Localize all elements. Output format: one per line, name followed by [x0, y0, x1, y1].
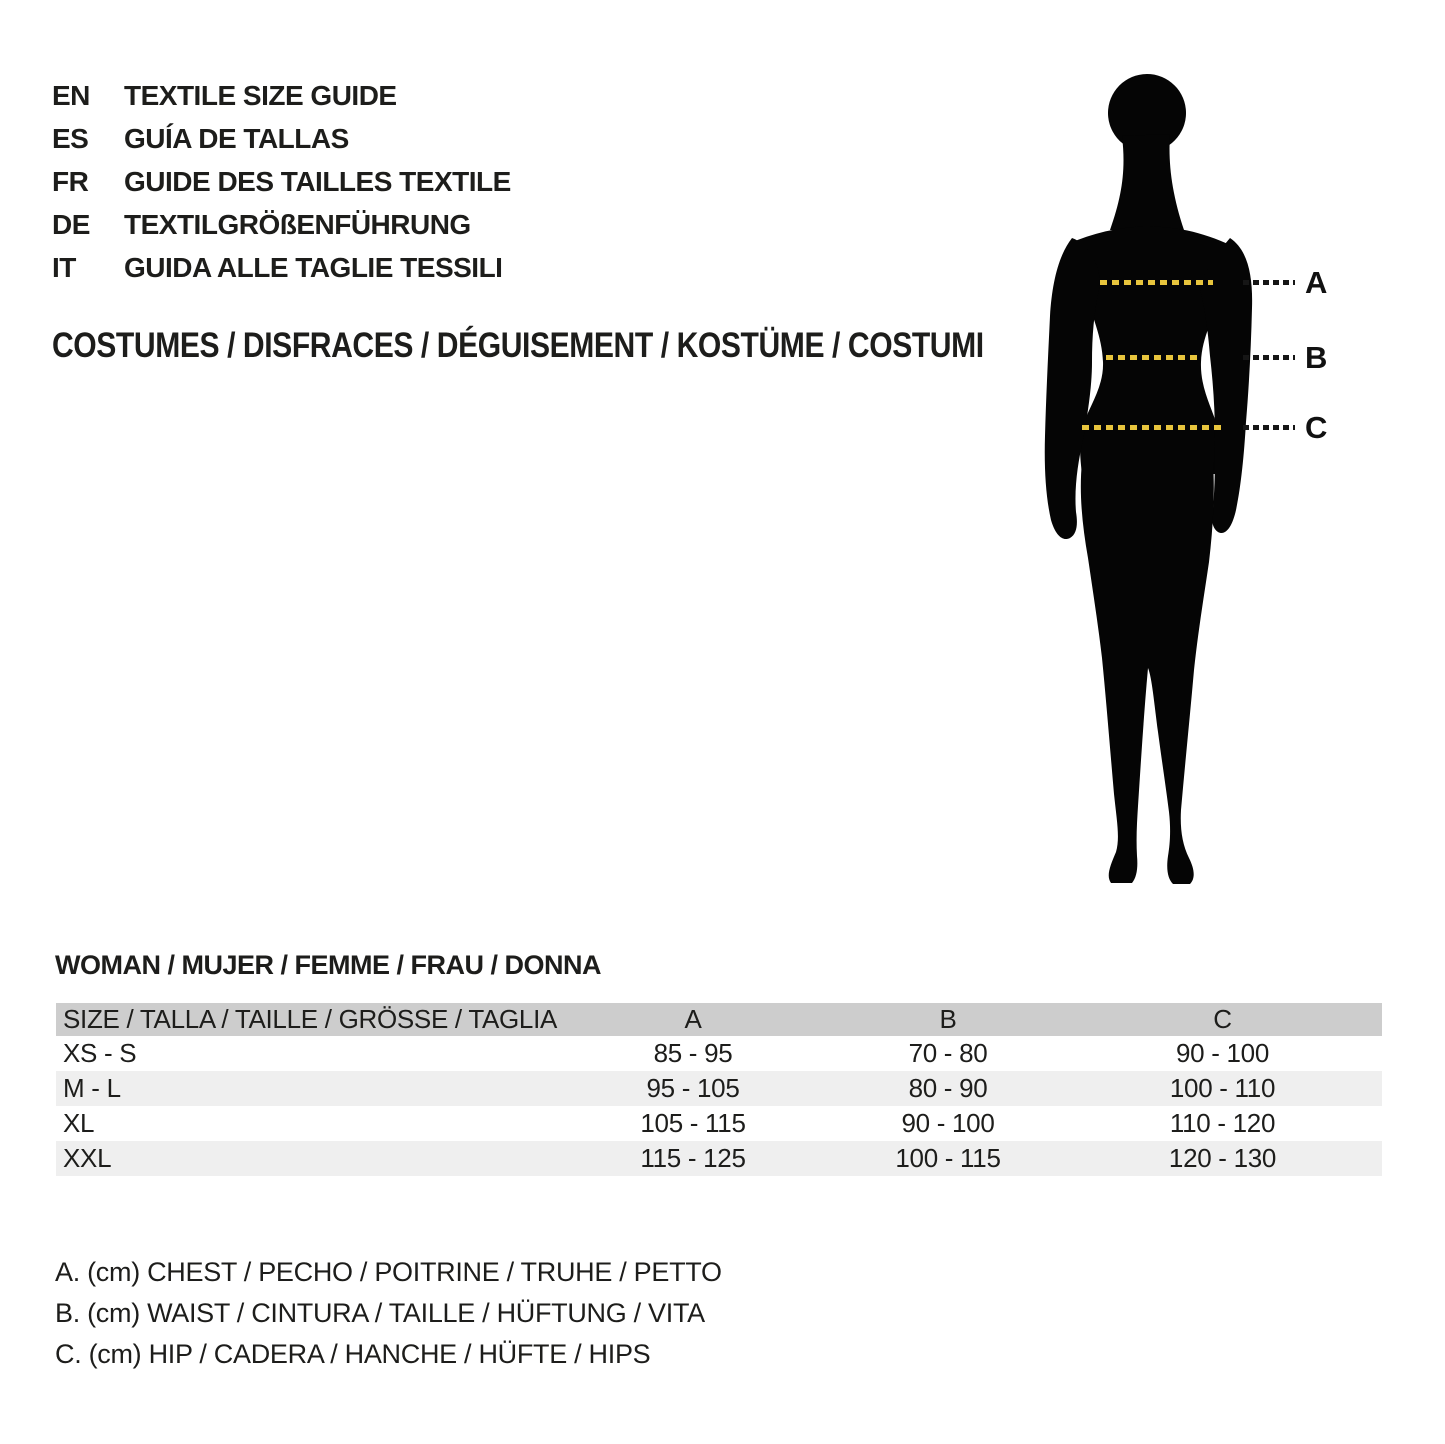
- waist-range: 90 - 100: [901, 1108, 995, 1138]
- measurement-label-c: C: [1305, 410, 1328, 445]
- size-label: XS - S: [63, 1038, 137, 1068]
- language-row-fr: [52, 160, 511, 203]
- hip-range: 100 - 110: [1169, 1073, 1276, 1103]
- measurement-label-b: B: [1305, 340, 1328, 375]
- hip-range: 120 - 130: [1168, 1143, 1277, 1173]
- waist-dash-line-callout: [1243, 355, 1295, 360]
- silhouette-legs: [1081, 462, 1214, 884]
- size-label: XXL: [63, 1143, 112, 1173]
- chest-range: 95 - 105: [646, 1073, 740, 1103]
- waist-range: 80 - 90: [908, 1073, 988, 1103]
- language-code-en: EN: [52, 79, 90, 111]
- table-row-m-l: [56, 1071, 1382, 1106]
- guide-title-de: TEXTILGRÖßENFÜHRUNG: [124, 208, 471, 240]
- size-column-header: SIZE / TALLA / TAILLE / GRÖSSE / TAGLIA: [63, 1004, 558, 1034]
- size-table-header-row: [56, 1003, 1382, 1036]
- waist-range: 100 - 115: [895, 1143, 1001, 1173]
- guide-title-fr: GUIDE DES TAILLES TEXTILE: [124, 165, 511, 197]
- chest-range: 105 - 115: [640, 1108, 746, 1138]
- hip-dash-line-callout: [1243, 425, 1295, 430]
- size-table: [56, 1003, 1382, 1176]
- language-row-es: [52, 117, 511, 160]
- language-code-fr: FR: [52, 165, 89, 197]
- waist-dash-line-body: [1106, 355, 1201, 360]
- category-title: [52, 326, 1135, 366]
- measurement-legend: [55, 1252, 722, 1375]
- chest-dash-line-callout: [1243, 280, 1295, 285]
- table-section-title: WOMAN / MUJER / FEMME / FRAU / DONNA: [55, 950, 601, 980]
- legend-chest: A. (cm) CHEST / PECHO / POITRINE / TRUHE / PETTO: [55, 1257, 722, 1287]
- measurement-label-a: A: [1305, 265, 1328, 300]
- language-row-de: [52, 203, 511, 246]
- size-label: M - L: [63, 1073, 121, 1103]
- hip-dash-line-body: [1082, 425, 1222, 430]
- legend-waist: B. (cm) WAIST / CINTURA / TAILLE / HÜFTUNG / VITA: [55, 1298, 705, 1328]
- table-row-xs-s: [56, 1036, 1382, 1071]
- body-measurement-figure: [1032, 72, 1262, 892]
- guide-title-es: GUÍA DE TALLAS: [124, 122, 349, 154]
- waist-range: 70 - 80: [908, 1038, 988, 1068]
- language-title-list: [52, 74, 511, 289]
- chest-range: 85 - 95: [653, 1038, 733, 1068]
- silhouette-neck: [1110, 134, 1184, 230]
- language-code-es: ES: [52, 122, 89, 154]
- size-label: XL: [63, 1108, 95, 1138]
- language-code-de: DE: [52, 208, 90, 240]
- guide-title-en: TEXTILE SIZE GUIDE: [124, 79, 397, 111]
- category-title-text: COSTUMES / DISFRACES / DÉGUISEMENT / KOSTÜME / COSTUMI: [52, 326, 984, 365]
- chest-dash-line-body: [1100, 280, 1213, 285]
- woman-silhouette: [1032, 72, 1262, 892]
- chest-range: 115 - 125: [640, 1143, 746, 1173]
- column-header-c: C: [1213, 1004, 1232, 1034]
- guide-title-it: GUIDA ALLE TAGLIE TESSILI: [124, 251, 503, 283]
- language-row-en: [52, 74, 511, 117]
- language-row-it: [52, 246, 511, 289]
- table-row-xl: [56, 1106, 1382, 1141]
- language-code-it: IT: [52, 251, 76, 283]
- table-row-xxl: [56, 1141, 1382, 1176]
- hip-range: 90 - 100: [1175, 1038, 1269, 1068]
- column-header-b: B: [939, 1004, 957, 1034]
- hip-range: 110 - 120: [1169, 1108, 1276, 1138]
- legend-hip: C. (cm) HIP / CADERA / HANCHE / HÜFTE / HIPS: [55, 1339, 651, 1369]
- column-header-a: A: [684, 1004, 702, 1034]
